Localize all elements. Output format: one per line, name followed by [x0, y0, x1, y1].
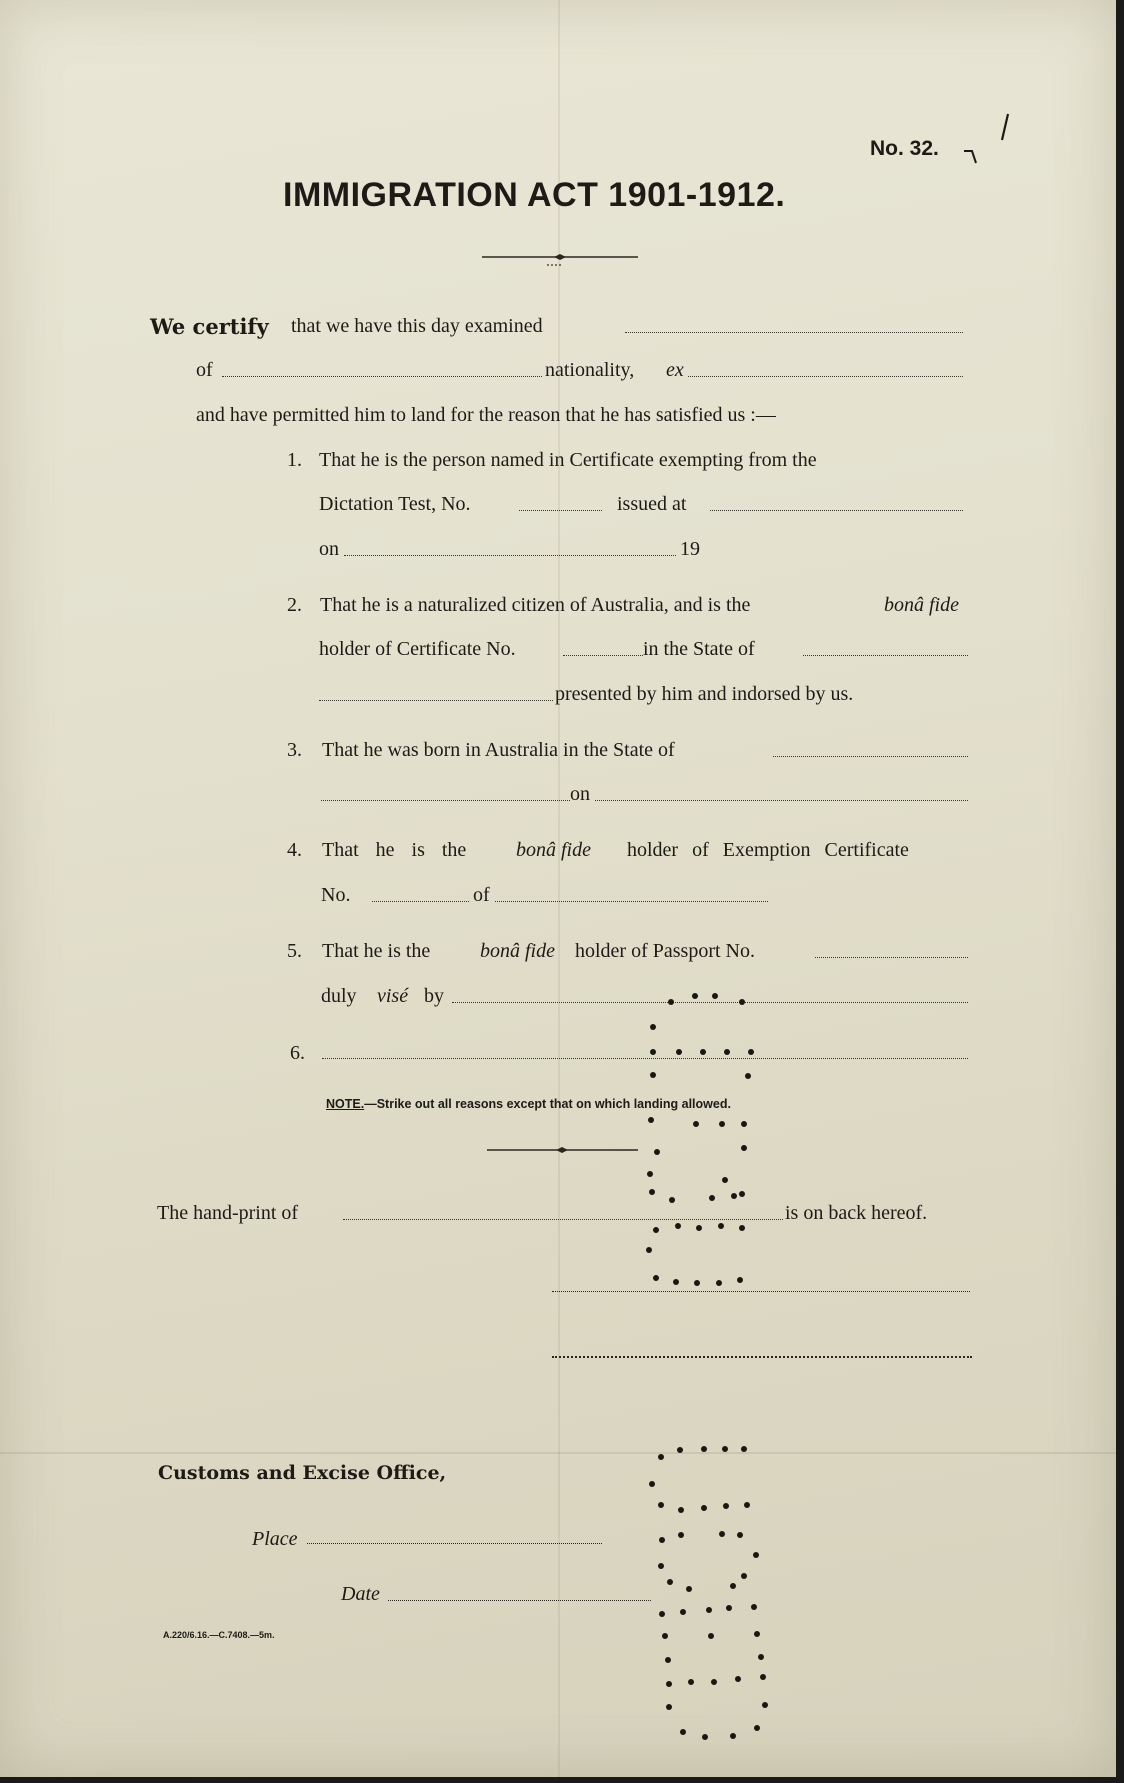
state-label: in the State of — [643, 638, 755, 660]
permitted-text: and have permitted him to land for the reason that he has satisfied us :— — [196, 404, 776, 426]
reason-2-text: That he is a naturalized citizen of Australia, and is the — [320, 594, 751, 616]
handprint-label: The hand-print of — [157, 1202, 299, 1224]
reason-4-number: 4. — [287, 839, 302, 861]
page-title: IMMIGRATION ACT 1901-1912. — [283, 176, 786, 214]
reason-3-text: That he was born in Australia in the State of — [322, 739, 675, 761]
handprint-suffix: is on back hereof. — [785, 1202, 928, 1224]
holder-certificate-label: holder of Certificate No. — [319, 638, 516, 660]
reason-1-number: 1. — [287, 449, 302, 471]
reason-5-number: 5. — [287, 940, 302, 962]
examined-text: that we have this day examined — [291, 315, 543, 337]
duly-label: duly — [321, 985, 357, 1007]
on-label: on — [319, 538, 339, 560]
birth-on-label: on — [570, 783, 590, 805]
reason-2-number: 2. — [287, 594, 302, 616]
reason-3-number: 3. — [287, 739, 302, 761]
exemption-no-label: No. — [321, 884, 351, 906]
issued-at-label: issued at — [617, 493, 687, 515]
form-number: No. 32. — [870, 137, 939, 160]
presented-text: presented by him and indorsed by us. — [555, 683, 854, 705]
pencil-mark — [962, 145, 984, 169]
note-label: NOTE. — [326, 1097, 365, 1111]
printer-code: A.220/6.16.—C.7408.—5m. — [163, 1630, 275, 1640]
we-certify-heading: We certify — [150, 314, 269, 339]
reason-4-text: That he is the — [322, 839, 467, 861]
note-body: —Strike out all reasons except that on which landing allowed. — [364, 1097, 731, 1111]
exemption-of-label: of — [473, 884, 490, 906]
reason-6-number: 6. — [290, 1042, 305, 1064]
vise-label: visé — [377, 985, 409, 1007]
year-prefix: 19 — [680, 538, 700, 560]
pencil-mark — [996, 110, 1026, 150]
place-label: Place — [252, 1528, 298, 1550]
reason-5-passport-text: holder of Passport No. — [575, 940, 755, 962]
reason-5-text: That he is the — [322, 940, 431, 962]
bona-fide-text: bonâ fide — [884, 594, 959, 616]
date-label: Date — [341, 1583, 380, 1605]
bona-fide-text: bonâ fide — [516, 839, 591, 861]
office-heading: Customs and Excise Office, — [158, 1462, 447, 1484]
bona-fide-text: bonâ fide — [480, 940, 555, 962]
ex-label: ex — [666, 359, 684, 381]
reason-4-exemption-text: holder of Exemption Certificate — [627, 839, 909, 861]
by-label: by — [424, 985, 444, 1007]
of-label: of — [196, 359, 213, 381]
dictation-test-label: Dictation Test, No. — [319, 493, 471, 515]
nationality-label: nationality, — [545, 359, 635, 381]
reason-1-text: That he is the person named in Certificate exempting from the — [319, 449, 817, 471]
